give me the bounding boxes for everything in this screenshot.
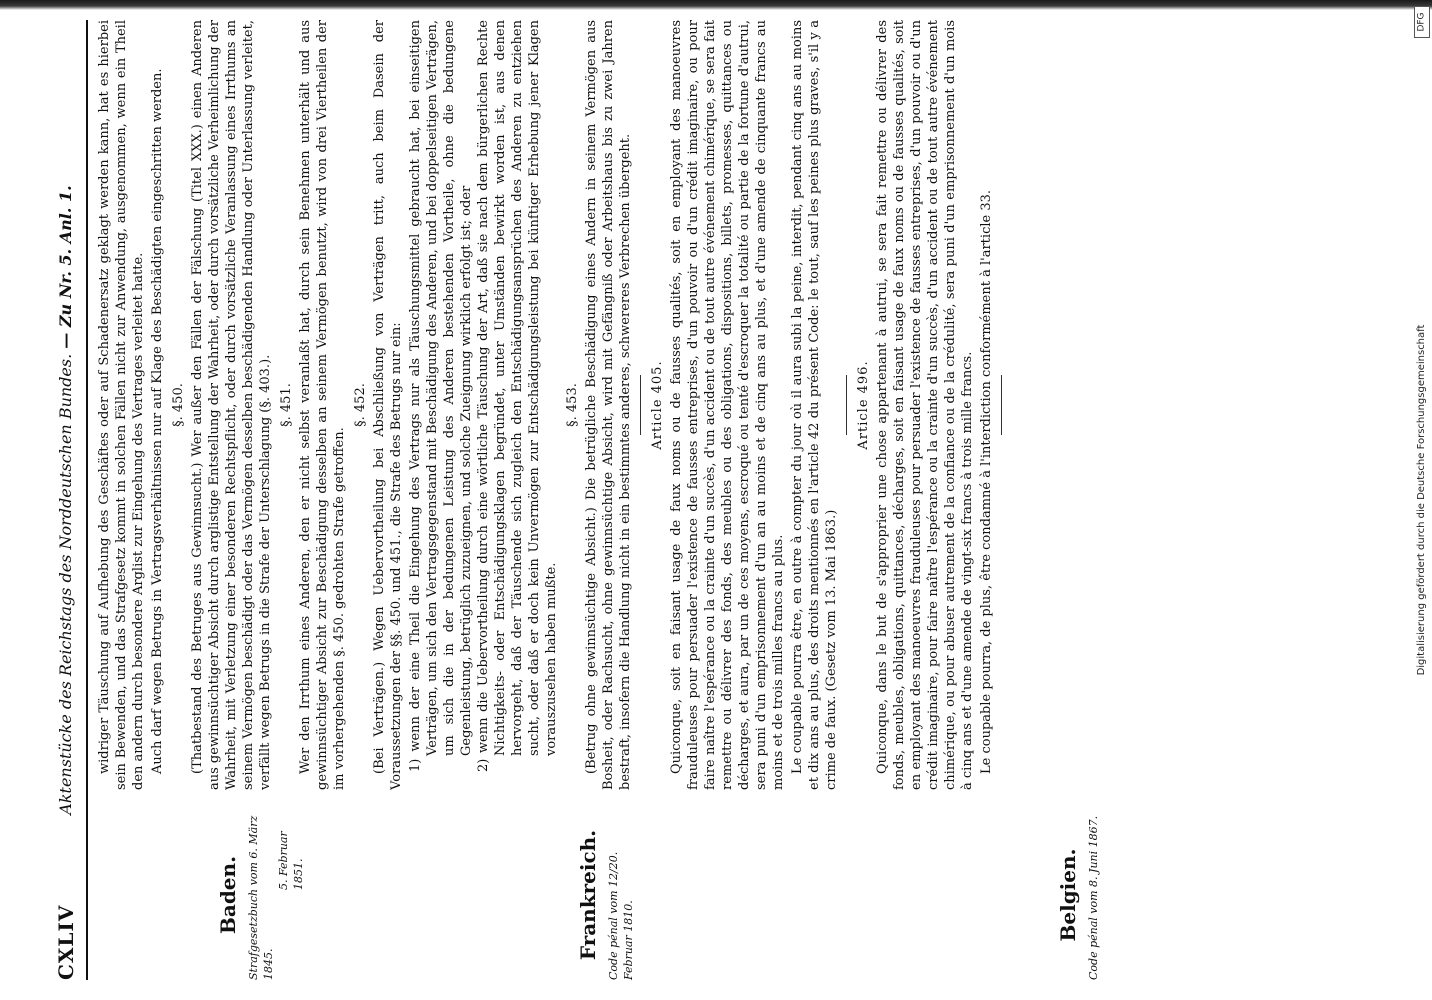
section-baden: [216, 810, 306, 980]
numbered-list: [407, 20, 560, 772]
paragraph: (Bei Verträgen.) Wegen Uebervortheilung bei Abschließung von Verträgen tritt, auch beim Dasein der Voraussetzungen der §§. 450. und 451., die Strafe des Betrugs nur ein:: [372, 20, 404, 790]
digitization-note: Digitalisierung gefördert durch die Deutsche Forschungsgemeinschaft: [1416, 324, 1427, 676]
paragraph: Le coupable pourra être, en outre à compter du jour où il aura subi la peine, interdit, pendant cinq ans au moins et dix ans au plus, des droits mentionnés en l'article 42 du présent Code: le tout, sauf les peines plus graves, s'il y a crime de faux. (Gesetz vom 13. Mai 1863.): [790, 20, 839, 790]
section-heading: §. 453.: [565, 383, 580, 427]
running-title: [56, 0, 75, 1000]
paragraph: Auch darf wegen Betrugs in Vertragsverhältnissen nur auf Klage des Beschädigten eingeschritten werden.: [150, 68, 165, 774]
paragraph: Le coupable pourra, de plus, être condamné à l'interdiction conformément à l'article 33.: [979, 189, 994, 774]
page-number: CXLIV: [54, 904, 78, 980]
list-item: 2) wenn die Uebervortheilung durch eine wörtliche Täuschung der Art, daß sie nach dem bürgerlichen Rechte Nichtigkeits- oder Entschädigungsklagen begründet, unter Umständen bewirkt worden ist, aus denen hervorgeht, daß der Täuschende sich zugleich den Entschädigungsansprüchen des Anderen zu entziehen sucht, oder daß er doch kein Unvermögen zur Entschädigungsleistung bei künftiger Erhebung jener Klagen vorauszusehen haben mußte.: [476, 20, 559, 772]
running-attachment: — Zu Nr. 5. Anl. 1.: [56, 185, 75, 349]
law-reference: Strafgesetzbuch vom 6. März 1845.: [247, 815, 275, 980]
running-header: [46, 0, 86, 1000]
law-reference-2: 5. Februar 1851.: [277, 831, 305, 890]
country-heading: Frankreich.: [576, 829, 600, 961]
paragraph: Quiconque, dans le but de s'approprier une chose appartenant à autrui, se sera fait remettre ou délivrer des fonds, meubles, obligations, quittances, décharges, soit en faisant usage de faux noms ou de fausses qualités, soit en employant des manoeuvres frauduleuses pour persuader l'existence de fausses entreprises, d'un pouvoir ou d'un crédit imaginaire, pour faire naître l'espérance ou la crainte d'un succès, d'un accident ou de tout autre événement chimérique, ou pour abuser autrement de la confiance ou de la crédulité, sera puni d'un emprisonnement d'un mois à cinq ans et d'une amende de vingt-six francs à trois mille francs.: [875, 20, 975, 790]
running-title-text: Aktenstücke des Reichstags des Norddeutschen Bundes.: [56, 353, 75, 815]
paragraph: widriger Täuschung auf Aufhebung des Geschäftes oder auf Schadenersatz geklagt werden kann, hat es hierbei sein Bewenden, und das Strafgesetz kommt in solchen Fällen nicht zur Anwendung, ausgenommen, wenn ein Theil den andern durch besondere Arglist zur Eingehung des Vertrages verleitet hatte.: [97, 20, 146, 790]
article-heading: Article 405.: [650, 360, 665, 450]
law-reference: Code pénal vom 12/20. Februar 1810.: [607, 851, 635, 980]
divider: [1001, 375, 1002, 435]
header-rule: [86, 20, 88, 980]
main-text: [96, 20, 1008, 790]
country-heading: Belgien.: [1056, 848, 1080, 942]
paragraph: (Thatbestand des Betruges aus Gewinnsucht.) Wer außer den Fällen der Fälschung (Titel XXX.) einen Anderen aus gewinnsüchtiger Absicht durch arglistige Entstellung der Wahrheit, oder durch vorsätzliche Verheimlichung der Wahrheit, mit Verletzung einer besonderen Rechtspflicht, oder durch vorsätzliche Veranlassung eines Irrthums an seinem Vermögen beschädigt oder das Vermögen desselben beschädigenden Handlung oder Unterlassung verleitet, verfällt wegen Betrugs in die Strafe der Unterschlagung (§. 403.).: [190, 20, 273, 790]
divider: [640, 375, 641, 435]
rotated-page: [16, 0, 1416, 1000]
country-heading: Baden.: [216, 855, 240, 935]
paragraph: (Betrug ohne gewinnsüchtige Absicht.) Die betrügliche Beschädigung eines Andern in seinem Vermögen aus Bosheit, oder Rachsucht, ohne gewinnsüchtige Absicht, wird mit Gefängniß oder Arbeitshaus bis zu zwei Jahren bestraft, insofern die Handlung nicht in ein bestimmtes anderes, schwereres Verbrechen übergeht.: [584, 20, 633, 790]
section-frankreich: [576, 810, 636, 980]
paragraph: Quiconque, soit en faisant usage de faux noms ou de fausses qualités, soit en employant des manoeuvres frauduleuses pour persuader l'existence de fausses entreprises, d'un pouvoir ou d'un crédit imaginaire, ou pour faire naître l'espérance ou la crainte d'un succès, d'un accident ou de tout autre événement chimérique, se sera fait remettre ou délivrer des fonds, des meubles ou des obligations, dispositions, billets, promesses, quittances ou décharges, et aura, par un de ces moyens, escroqué ou tenté d'escroquer la totalité ou partie de la fortune d'autrui, sera puni d'un emprisonnement d'un an au moins et de cinq ans au plus, et d'une amende de cinquante francs au moins et de trois milles francs au plus.: [669, 20, 786, 790]
section-heading: §. 450.: [171, 383, 186, 427]
section-heading: §. 452.: [353, 383, 368, 427]
article-heading: Article 496.: [856, 360, 871, 450]
section-belgien: [1056, 810, 1101, 980]
law-reference: Code pénal vom 8. Juni 1867.: [1087, 815, 1100, 980]
dfg-logo-text: DFG: [1417, 12, 1427, 32]
section-heading: §. 451.: [279, 383, 294, 427]
paragraph: Wer den Irrthum eines Anderen, den er nicht selbst veranlaßt hat, durch sein Benehmen unterhält und aus gewinnsüchtiger Absicht zur Beschädigung desselben an seinem Vermögen benutzt, wird von drei Viertheilen der im vorhergehenden §. 450. gedrohten Strafe getroffen.: [298, 20, 347, 790]
divider: [846, 375, 847, 435]
list-item: 1) wenn der eine Theil die Eingehung des Vertrags nur als Täuschungsmittel gebraucht hat, bei einseitigen Verträgen, um sich den Vertragsgegenstand mit Beschädigung des Anderen, und bei doppelseitigen Verträgen, um sich die in der bedungenen Leistung des Anderen bestehenden Vortheile, ohne die bedungene Gegenleistung, betrüglich zuzueignen, und solche Zueignung wirklich erfolgt ist; oder: [408, 20, 474, 772]
